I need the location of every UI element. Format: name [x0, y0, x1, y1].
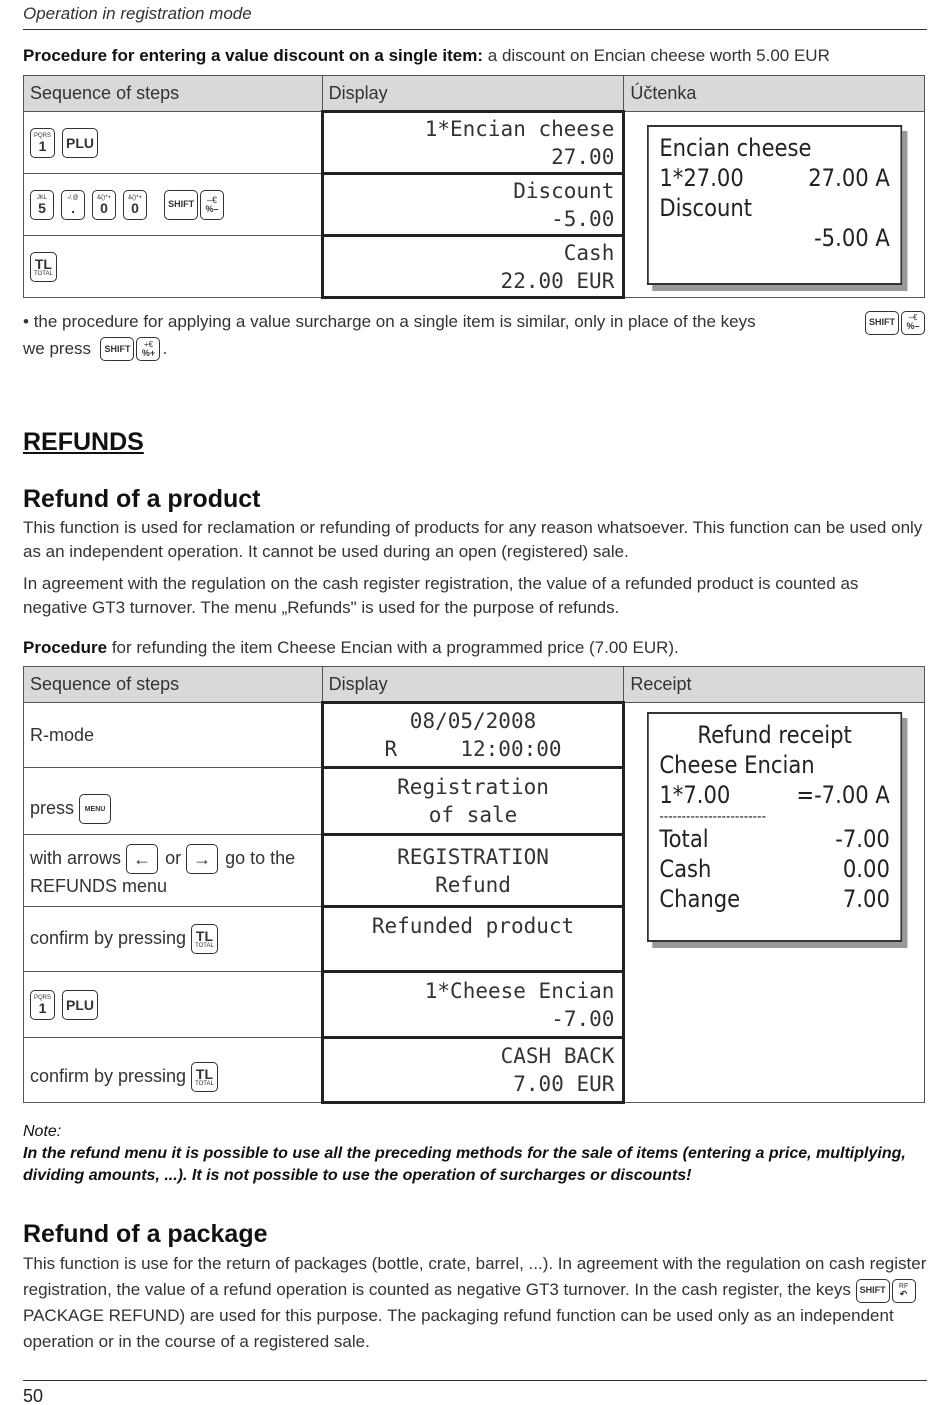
display-cell: [322, 768, 624, 835]
key-menu: MENU: [79, 794, 111, 824]
receipt-qty-price: 1*7.00: [659, 781, 731, 809]
key-plu: PLU: [62, 990, 98, 1020]
refunds-section-title: REFUNDS: [23, 428, 144, 456]
step-cell: [24, 703, 323, 768]
discount-intro-bold: Procedure for entering a value discount on a single item:: [23, 46, 484, 65]
key-dot: -/.@ .: [61, 190, 85, 220]
key-1: PQRS 1: [30, 990, 55, 1020]
col-header-display: Display: [322, 76, 624, 112]
surcharge-note: • the procedure for applying a value surcharge on a single item is similar, only in place of the keys SHIFT –€ %– we press SHIFT +€ %+ .: [23, 310, 927, 361]
step-text: R-mode: [30, 724, 95, 745]
receipt-discount-label: Discount: [659, 194, 753, 222]
refund-receipt: [647, 712, 902, 942]
receipt-qty-price: 1*27.00: [659, 164, 744, 192]
manual-page: [23, 0, 927, 1405]
receipt-change-value: 7.00: [842, 885, 890, 913]
step-text-b: or: [165, 847, 182, 868]
display-line2: 7.00 EUR: [513, 1072, 615, 1096]
display-line2: Refund: [435, 872, 511, 897]
display-line2: -7.00: [551, 1006, 615, 1031]
step-text: press: [30, 797, 75, 818]
key-tl: TL TOTAL: [191, 924, 218, 954]
receipt-discount-value: -5.00 A: [814, 224, 890, 252]
refund-para-1: This function is used for reclamation or refunding of products for any reason whatsoever. This function can be used only as an independent operation. It cannot be used during an open (registered) sale.: [23, 518, 923, 561]
key-rf-return-icon: RF ↶: [892, 1279, 916, 1303]
receipt-total-value: -7.00: [835, 825, 890, 853]
receipt-item-name: Encian cheese: [659, 134, 812, 162]
refund-package-para: [23, 1251, 927, 1355]
display-line2: 22.00 EUR: [500, 268, 615, 293]
receipt-separator: ------------------------: [659, 810, 767, 824]
refund-procedure-rest: for refunding the item Cheese Encian with a programmed price (7.00 EUR).: [107, 638, 679, 657]
key-percent-minus: –€ %–: [200, 190, 224, 220]
key-shift: SHIFT: [865, 311, 899, 335]
step-cell: [24, 768, 323, 835]
receipt-total-label: Total: [659, 825, 709, 853]
step-cell: [24, 835, 323, 907]
step-cell: [24, 174, 323, 236]
refund-note: [23, 1121, 927, 1187]
arrow-left-icon: ←: [126, 844, 158, 874]
col-header-steps: Sequence of steps: [24, 667, 323, 703]
discount-intro: [23, 44, 927, 68]
refund-para-2: In agreement with the regulation on the cash register registration, the value of a refunded product is counted as negative GT3 turnover. The menu „Refunds" is used for the purpose of refunds.: [23, 574, 859, 617]
receipt-title: Refund receipt: [697, 721, 852, 749]
receipt-item-total: 27.00 A: [808, 164, 890, 192]
display-line1: REGISTRATION: [397, 844, 549, 869]
display-cell: [322, 112, 624, 174]
display-line1: Cash: [563, 240, 615, 265]
discount-receipt: [647, 125, 902, 285]
step-text-c: go to the REFUNDS menu: [30, 847, 296, 896]
key-percent-minus: –€ %–: [901, 311, 925, 335]
display-line2: -5.00: [551, 206, 615, 231]
surcharge-note-text-a: the procedure for applying a value surcharge on a single item is similar, only in place of the keys: [33, 312, 756, 332]
display-cell: [322, 835, 624, 907]
page-number: 50: [23, 1386, 44, 1405]
display-cell: [322, 907, 624, 972]
display-cell: [322, 236, 624, 298]
step-cell: [24, 1038, 323, 1103]
display-line1: 1*Cheese Encian: [424, 978, 615, 1003]
refund-procedure-intro: [23, 636, 927, 660]
col-header-receipt: Účtenka: [624, 76, 925, 112]
step-text-a: with arrows: [30, 847, 122, 868]
step-text: confirm by pressing: [30, 927, 187, 948]
display-cell: [322, 972, 624, 1038]
package-para-b: PACKAGE REFUND) are used for this purpose. The packaging refund function can be used only as an independent operation or in the course of a registered sale.: [23, 1306, 894, 1351]
step-cell: [24, 972, 323, 1038]
display-cell: [322, 174, 624, 236]
display-line1: Refunded product: [371, 914, 575, 938]
key-plu: PLU: [62, 128, 98, 158]
display-line1: Discount: [513, 178, 615, 203]
step-cell: [24, 112, 323, 174]
surcharge-note-text-b: we press: [23, 338, 92, 358]
display-line1: CASH BACK: [500, 1044, 615, 1068]
key-shift: SHIFT: [856, 1279, 890, 1303]
refund-procedure-bold: Procedure: [23, 638, 108, 657]
step-cell: [24, 907, 323, 972]
key-5: JKL 5: [30, 190, 54, 220]
col-header-receipt: Receipt: [624, 667, 925, 703]
refund-package-title: Refund of a package: [23, 1220, 268, 1248]
package-para-a: This function is use for the return of packages (bottle, crate, barrel, ...). In agreement with the regulation on cash register registration, the value of a refund operation is counted as negative GT3 turnover. In the cash register, the keys: [23, 1254, 927, 1299]
receipt-cash-label: Cash: [659, 855, 712, 883]
receipt-cash-value: 0.00: [842, 855, 890, 883]
display-line1: Registration: [397, 775, 549, 799]
key-1: PQRS 1: [30, 128, 55, 158]
display-cell: [322, 703, 624, 768]
key-shift: SHIFT: [164, 190, 198, 220]
display-line1: 1*Encian cheese: [424, 116, 615, 141]
receipt-item-total: =-7.00 A: [796, 781, 890, 809]
footer-divider: [23, 1380, 927, 1381]
key-0: &()*+ 0: [92, 190, 116, 220]
key-percent-plus: +€ %+: [136, 337, 160, 361]
display-line2: R 12:00:00: [384, 737, 562, 761]
note-label: Note:: [23, 1123, 62, 1140]
display-line2: 27.00: [551, 144, 615, 169]
refund-product-title: Refund of a product: [23, 485, 261, 513]
step-text: confirm by pressing: [30, 1065, 187, 1086]
display-line1: 08/05/2008: [409, 709, 537, 733]
key-tl: TL TOTAL: [191, 1062, 218, 1092]
col-header-display: Display: [322, 667, 624, 703]
col-header-steps: Sequence of steps: [24, 76, 323, 112]
display-cell: [322, 1038, 624, 1103]
display-line2: of sale: [428, 803, 518, 827]
key-0: &()*+ 0: [123, 190, 147, 220]
note-text: In the refund menu it is possible to use all the preceding methods for the sale of items (entering a price, multiplying, dividing amounts, ...). It is not possible to use the operation of surcharges or discounts!: [23, 1145, 906, 1184]
receipt-change-label: Change: [659, 885, 741, 913]
running-header: Operation in registration mode: [23, 4, 927, 30]
step-cell: [24, 236, 323, 298]
key-tl: TL TOTAL: [30, 252, 57, 282]
discount-intro-rest: a discount on Encian cheese worth 5.00 EUR: [483, 46, 830, 65]
key-shift: SHIFT: [100, 337, 134, 361]
receipt-item-name: Cheese Encian: [659, 751, 815, 779]
arrow-right-icon: →: [186, 844, 218, 874]
